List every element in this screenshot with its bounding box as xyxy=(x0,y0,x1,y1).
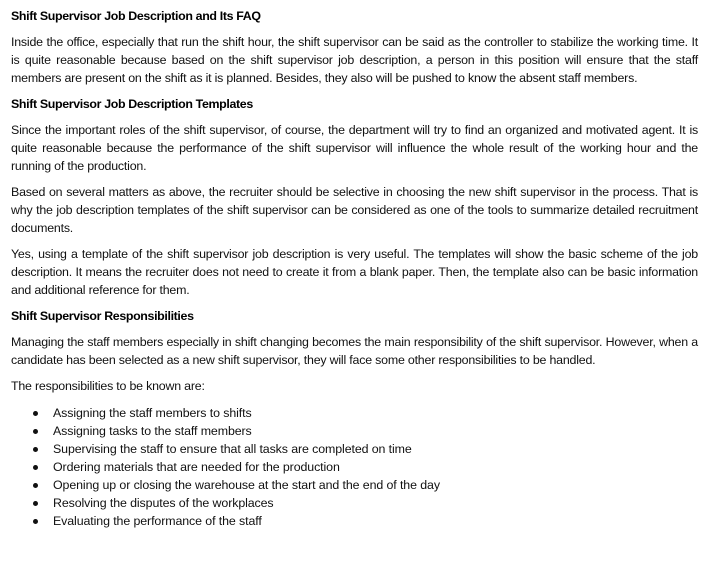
responsibilities-list xyxy=(11,404,698,530)
bullet-icon xyxy=(33,501,38,506)
section-heading-faq: Shift Supervisor Job Description and Its FAQ xyxy=(11,9,261,23)
section-heading-responsibilities: Shift Supervisor Responsibilities xyxy=(11,309,194,323)
bullet-icon xyxy=(33,483,38,488)
paragraph-intro: Inside the office, especially that run the shift hour, the shift supervisor can be said as the controller to stabilize the working time. It is quite reasonable because based on the shift supervisor job description, a person in this position will ensure that the staff members are present on the shift as it is planned. Besides, they also will be pushed to know the absent staff members. xyxy=(11,35,698,85)
bullet-icon xyxy=(33,465,38,470)
paragraph-responsibilities-1: Managing the staff members especially in shift changing becomes the main responsibility of the shift supervisor. However, when a candidate has been selected as a new shift supervisor, they will face some other responsibilities to be handled. xyxy=(11,335,698,367)
list-item-text: Evaluating the performance of the staff xyxy=(53,514,262,528)
paragraph-templates-1: Since the important roles of the shift supervisor, of course, the department will try to find an organized and motivated agent. It is quite reasonable because the performance of the shift supervisor will influence the whole result of the working hour and the running of the production. xyxy=(11,123,698,173)
bullet-icon xyxy=(33,519,38,524)
list-item xyxy=(11,404,698,422)
list-item xyxy=(11,422,698,440)
list-item-text: Resolving the disputes of the workplaces xyxy=(53,496,274,510)
list-item xyxy=(11,512,698,530)
bullet-icon xyxy=(33,429,38,434)
list-item-text: Assigning tasks to the staff members xyxy=(53,424,252,438)
list-item xyxy=(11,476,698,494)
list-item-text: Supervising the staff to ensure that all tasks are completed on time xyxy=(53,442,412,456)
list-item-text: Assigning the staff members to shifts xyxy=(53,406,252,420)
paragraph-templates-2: Based on several matters as above, the recruiter should be selective in choosing the new shift supervisor in the process. That is why the job description templates of the shift supervisor can be considered as one of the tools to summarize detailed recruitment documents. xyxy=(11,185,698,235)
list-item xyxy=(11,440,698,458)
paragraph-responsibilities-intro: The responsibilities to be known are: xyxy=(11,379,205,393)
list-item-text: Ordering materials that are needed for the production xyxy=(53,460,340,474)
list-item-text: Opening up or closing the warehouse at the start and the end of the day xyxy=(53,478,440,492)
paragraph-templates-3: Yes, using a template of the shift supervisor job description is very useful. The templates will show the basic scheme of the job description. It means the recruiter does not need to create it from a blank paper. Then, the template also can be basic information and additional reference for them. xyxy=(11,247,698,297)
list-item xyxy=(11,458,698,476)
bullet-icon xyxy=(33,411,38,416)
bullet-icon xyxy=(33,447,38,452)
section-heading-templates: Shift Supervisor Job Description Templates xyxy=(11,97,253,111)
list-item xyxy=(11,494,698,512)
